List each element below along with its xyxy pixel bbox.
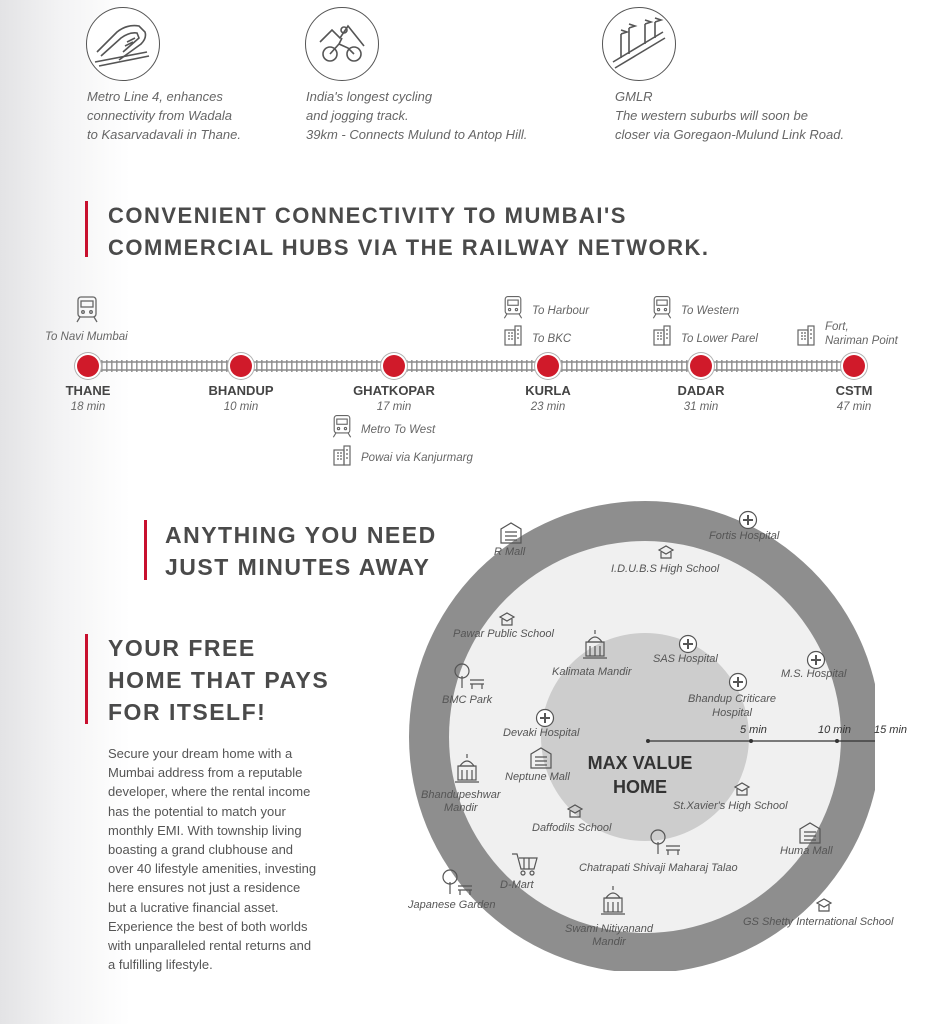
place-huma-mall: Huma Mall (780, 845, 833, 857)
place-kalimata-mandir: Kalimata Mandir (552, 666, 632, 678)
link-label-metro-west: Metro To West (361, 424, 436, 436)
scale-tick-5 (749, 739, 753, 743)
place-dmart: D-Mart (500, 879, 534, 891)
scale-label-5: 5 min (740, 724, 767, 736)
station-dot-dadar (690, 355, 712, 377)
link-label-western: To Western (681, 305, 740, 317)
train-icon (649, 294, 675, 320)
place-r-mall: R Mall (494, 546, 526, 558)
link-label-fort: Fort, Nariman Point (825, 321, 898, 347)
park-icon (440, 866, 474, 898)
mall-icon (498, 520, 524, 546)
place-idubs-school: I.D.U.B.S High School (611, 563, 720, 575)
place-chatrapati-talao: Chatrapati Shivaji Maharaj Talao (579, 862, 738, 874)
train-icon (500, 294, 526, 320)
station-name-cstm: CSTM (835, 383, 873, 398)
place-gs-shetty-school: GS Shetty International School (743, 916, 894, 928)
temple-icon (580, 628, 610, 660)
max-value-home-label: MAX VALUE HOME (587, 753, 693, 797)
place-daffodils-school: Daffodils School (532, 822, 612, 834)
cart-icon (510, 850, 540, 878)
needs-heading-accent-bar (144, 520, 147, 580)
place-devaki-hospital: Devaki Hospital (503, 727, 580, 739)
place-pawar-school: Pawar Public School (453, 628, 554, 640)
building-icon (502, 324, 524, 346)
scale-label-10: 10 min (818, 724, 852, 736)
school-icon (498, 610, 516, 628)
station-time-bhandup: 10 min (223, 401, 259, 413)
station-name-ghatkopar: GHATKOPAR (353, 383, 435, 398)
station-time-cstm: 47 min (836, 401, 872, 413)
link-label-bkc: To BKC (532, 333, 572, 345)
station-name-kurla: KURLA (525, 383, 571, 398)
park-icon (648, 826, 682, 858)
train-icon (72, 294, 102, 324)
place-japanese-garden: Japanese Garden (408, 899, 496, 911)
station-dot-cstm (843, 355, 865, 377)
building-icon (331, 444, 353, 466)
feature-cycling-text: India's longest cycling and jogging track. 39km - Connects Mulund to Antop Hill. (306, 89, 528, 142)
place-st-xaviers-school: St.Xavier's High School (673, 800, 788, 812)
hospital-icon (728, 672, 748, 692)
park-icon (452, 660, 486, 692)
school-icon (815, 896, 833, 914)
rail-heading-accent-bar (85, 201, 88, 257)
scale-label-15: 15 min (874, 724, 908, 736)
school-icon (566, 802, 584, 820)
road-link-icon (602, 7, 676, 81)
place-swami-nitiyanand-mandir: Swami Nitiyanand Mandir (565, 923, 654, 948)
place-fortis-hospital: Fortis Hospital (709, 530, 780, 542)
hospital-icon (678, 634, 698, 654)
station-name-thane: THANE (65, 383, 111, 398)
station-time-dadar: 31 min (683, 401, 719, 413)
cyclist-icon (305, 7, 379, 81)
scale-tick-10 (835, 739, 839, 743)
station-dot-kurla (537, 355, 559, 377)
rail-heading: CONVENIENT CONNECTIVITY TO MUMBAI'S COMMERCIAL HUBS VIA THE RAILWAY NETWORK. (108, 203, 710, 260)
feature-metro-text: Metro Line 4, enhances connectivity from Wadala to Kasarvadavali in Thane. (87, 89, 241, 142)
place-sas-hospital: SAS Hospital (653, 653, 718, 665)
free-home-body: Secure your dream home with a Mumbai address from a reputable developer, where the rental income has the potential to match your monthly EMI. With township living boasting a grand clubhouse and over 40 lifestyle amenities, investing here ensures not just a residence but a lucrative financial asset. Experience the best of both worlds with unparalleled rental returns and a fulfilling lifestyle. (108, 746, 317, 973)
building-icon (651, 324, 673, 346)
station-name-bhandup: BHANDUP (208, 383, 274, 398)
hospital-icon (535, 708, 555, 728)
school-icon (657, 543, 675, 561)
link-label-lower-parel: To Lower Parel (681, 333, 758, 345)
place-bhandup-criticare: Bhandup Criticare Hospital (688, 693, 777, 719)
free-home-accent-bar (85, 634, 88, 724)
hospital-icon (738, 510, 758, 530)
place-bmc-park: BMC Park (442, 694, 493, 706)
station-dot-bhandup (230, 355, 252, 377)
mall-icon (528, 745, 554, 771)
train-icon (329, 413, 355, 439)
free-home-heading: YOUR FREE HOME THAT PAYS FOR ITSELF! (108, 635, 330, 725)
railway-track (85, 354, 857, 378)
place-ms-hospital: M.S. Hospital (781, 668, 847, 680)
feature-gmlr-text: GMLR The western suburbs will soon be closer via Goregaon-Mulund Link Road. (615, 89, 845, 142)
station-dot-thane (77, 355, 99, 377)
metro-train-icon (86, 7, 160, 81)
link-label-powai: Powai via Kanjurmarg (361, 452, 473, 464)
link-label-harbour: To Harbour (532, 305, 590, 317)
station-time-ghatkopar: 17 min (376, 401, 412, 413)
temple-icon (598, 884, 628, 916)
scale-origin (646, 739, 650, 743)
link-label-navi-mumbai: To Navi Mumbai (45, 331, 128, 343)
temple-icon (452, 752, 482, 784)
station-time-thane: 18 min (70, 401, 106, 413)
mall-icon (797, 820, 823, 846)
building-icon (795, 324, 817, 346)
place-bhandupeshwar-mandir: Bhandupeshwar Mandir (421, 789, 501, 814)
needs-heading: ANYTHING YOU NEED JUST MINUTES AWAY (165, 522, 437, 580)
hospital-icon (806, 650, 826, 670)
station-time-kurla: 23 min (530, 401, 566, 413)
station-dot-ghatkopar (383, 355, 405, 377)
place-neptune-mall: Neptune Mall (505, 771, 570, 783)
station-name-dadar: DADAR (677, 383, 725, 398)
school-icon (733, 780, 751, 798)
